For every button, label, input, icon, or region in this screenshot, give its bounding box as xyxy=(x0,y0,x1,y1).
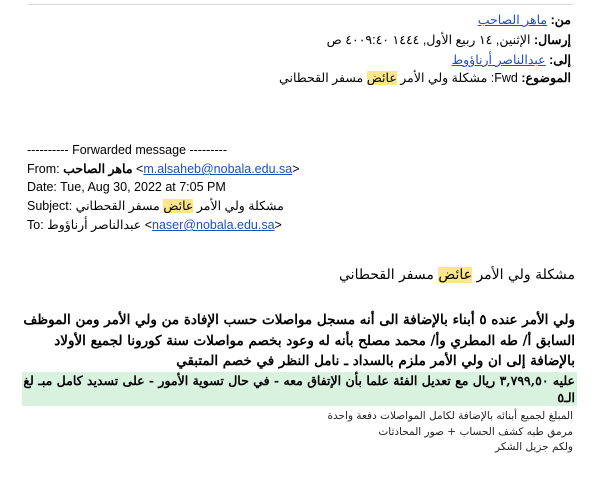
forwarded-divider: ---------- Forwarded message --------- xyxy=(27,143,227,157)
forwarded-date-row xyxy=(27,178,226,197)
body-title-highlight: عائض xyxy=(438,267,472,283)
forwarded-subject-row xyxy=(27,197,284,216)
sent-label: إرسال: xyxy=(533,33,571,47)
fwd-to-name: عبدالناصر أرناؤوط xyxy=(47,218,142,232)
body-line-2: مرمق طيه كشف الحساب + صور المحادثات xyxy=(378,425,573,438)
top-divider xyxy=(28,4,573,5)
fwd-subject-highlight: عائض xyxy=(163,199,194,213)
subject-suffix: مسفر القحطاني xyxy=(279,71,364,85)
header-from-row xyxy=(478,11,571,29)
forwarded-to-row: To: عبدالناصر أرناؤوط <naser@nobala.edu.sa> xyxy=(27,218,282,232)
fwd-from-email-link[interactable]: m.alsaheb@nobala.edu.sa xyxy=(143,162,293,176)
body-line-3: ولكم جزيل الشكر xyxy=(495,441,573,453)
fwd-date-value: Tue, Aug 30, 2022 at 7:05 PM xyxy=(60,180,226,194)
from-link[interactable]: ماهر الصاحب xyxy=(477,13,548,27)
fwd-to-email-link[interactable]: naser@nobala.edu.sa xyxy=(152,218,275,232)
from-label: من: xyxy=(550,13,571,27)
header-to-row xyxy=(452,51,571,69)
subject-label: الموضوع: xyxy=(521,71,571,85)
to-link[interactable]: عبدالناصر أرناؤوط xyxy=(451,53,546,67)
header-subject-row xyxy=(279,69,571,87)
fwd-subject-suffix: مسفر القحطاني xyxy=(75,199,160,213)
body-paragraph: ولي الأمر عنده ٥ أبناء بالإضافة الى أنه مسجل مواصلات حسب الإفادة من ولي الأمر ومن الموظف السابق أ/ طه المطري وأ/ محمد مصلح بأنه له وعود بخصم مواصلات سنة كورونا لجميع الأولاد بالإضافة إلى ان ولي الأمر ملزم بالسداد ـ نامل النظر في خصم المتبقي xyxy=(23,312,575,369)
fwd-from-label: From: xyxy=(27,162,60,176)
body-closing-lines xyxy=(328,409,573,456)
subject-prefix: Fwd: مشكلة ولي الأمر xyxy=(400,71,518,85)
body-line-1: المبلغ لجميع أبنائه بالإضافة لكامل المواصلات دفعة واحدة xyxy=(327,410,573,422)
subject-highlight: عائض xyxy=(366,71,397,85)
forwarded-from-row: From: ماهر الصاحب <m.alsaheb@nobala.edu.sa> xyxy=(27,162,300,176)
fwd-from-name: ماهر الصاحب xyxy=(63,162,133,176)
body-amount-line: عليه ٣,٧٩٩,٥٠ ريال مع تعديل الفئة علما بأن الإتفاق معه - في حال تسوية الأمور - على تسديد كامل مبـ لغ الـ٥ xyxy=(23,373,575,405)
fwd-subject-label: Subject: xyxy=(27,199,73,213)
body-title-suffix: مسفر القحطاني xyxy=(339,267,434,283)
sent-value: الإثنين, ١٤ ربيع الأول, ١٤٤٤ ٤٠٠٩:٤٠ ص xyxy=(326,33,531,47)
header-sent-row xyxy=(327,31,571,49)
fwd-date-label: Date: xyxy=(27,180,57,194)
fwd-subject-prefix: مشكلة ولي الأمر xyxy=(196,199,284,213)
body-title-prefix: مشكلة ولي الأمر xyxy=(476,267,575,283)
body-title xyxy=(339,265,575,285)
fwd-to-label: To: xyxy=(27,218,44,232)
to-label: إلى: xyxy=(549,53,571,67)
